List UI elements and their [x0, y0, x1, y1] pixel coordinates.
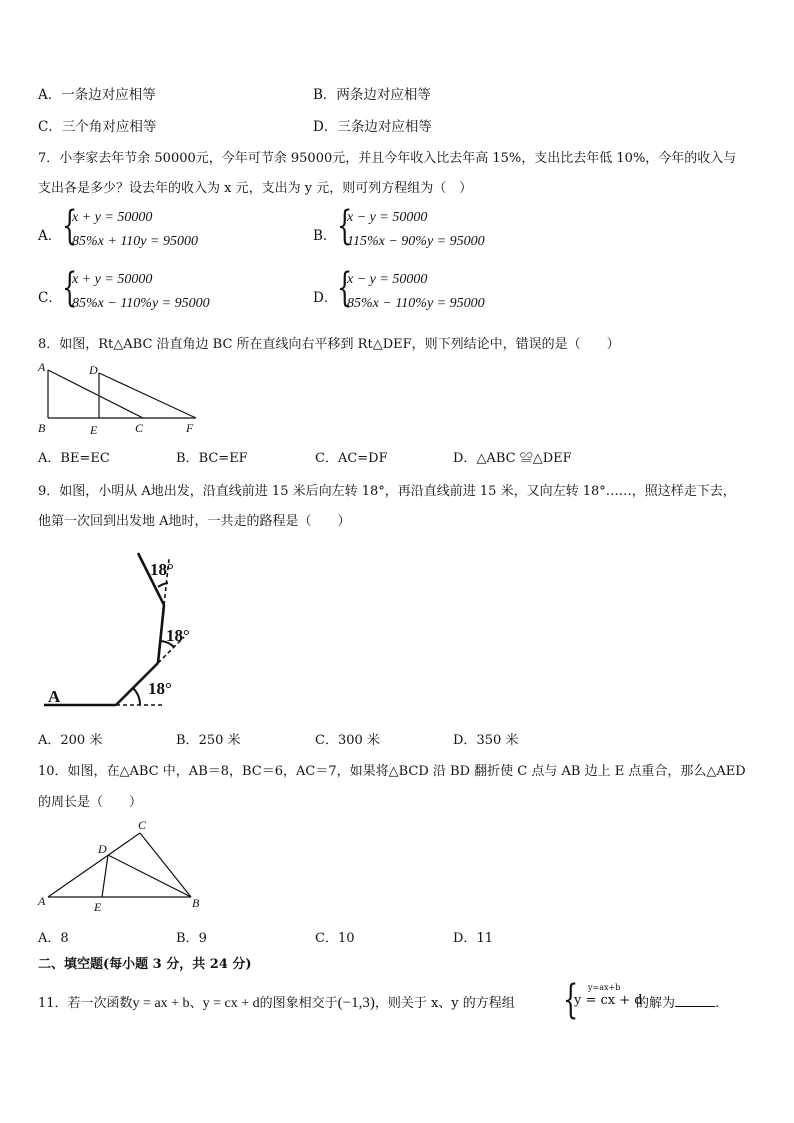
function-1: y = ax + b — [132, 996, 190, 1011]
angle-label-2: 18° — [166, 626, 190, 645]
q7-stem-line1: 7．小李家去年节余 50000元，今年可节余 95000元，并且今年收入比去年高 15%，支出比去年低 10%，今年的收入与 — [38, 151, 737, 166]
left-brace-icon: { — [337, 265, 353, 311]
angle-label-3: 18° — [150, 560, 174, 579]
q7-option-c-label: C． — [38, 290, 62, 306]
q10-option-c — [315, 927, 355, 946]
angle-arc-3 — [158, 583, 168, 587]
option-text: 250 米 — [198, 733, 241, 748]
equation: x − y = 50000 — [347, 272, 428, 287]
q11-prefix: 11．若一次函数 — [38, 996, 133, 1011]
label-c: C — [135, 421, 144, 435]
section-title: 二、填空题(每小题 3 分，共 24 分) — [38, 957, 252, 972]
system-eq2: y = cx + d — [574, 993, 643, 1008]
option-label: C． — [315, 451, 338, 466]
q7-option-b-label: B． — [313, 228, 337, 244]
option-label: C． — [38, 119, 62, 135]
option-label: A． — [38, 451, 61, 466]
q11-mid: 的图象相交于 — [259, 996, 338, 1011]
segment-ac — [48, 370, 143, 418]
option-label: B． — [313, 87, 337, 103]
label-e: E — [94, 900, 102, 914]
q9-option-b — [176, 729, 241, 748]
label-f: F — [186, 421, 194, 435]
option-label: B． — [176, 931, 199, 946]
option-label: A． — [38, 733, 61, 748]
q7-option-d-label: D． — [313, 290, 338, 306]
option-text: △ABC ≌△DEF — [476, 451, 572, 466]
label-a: A — [38, 360, 46, 374]
q9-stem-line1: 9．如图，小明从 A地出发，沿直线前进 15 米后向左转 18°，再沿直线前进 15 米，又向左转 18°……，照这样走下去， — [38, 484, 736, 499]
segment-de — [102, 855, 108, 897]
equation: x + y = 50000 — [72, 272, 153, 287]
answer-blank[interactable] — [675, 994, 715, 1007]
q10-option-d — [453, 927, 493, 946]
option-text: 9 — [198, 931, 207, 946]
segment-cb — [140, 833, 191, 897]
segment-ac — [48, 833, 140, 897]
label-e: E — [90, 423, 98, 437]
q8-option-a — [38, 447, 110, 466]
label-b: B — [192, 896, 200, 910]
option-label: D． — [313, 119, 338, 135]
option-text: BE=EC — [60, 451, 110, 466]
option-text: BC=EF — [198, 451, 248, 466]
equation: 85%x + 110y = 95000 — [72, 234, 198, 249]
option-label: A． — [38, 87, 62, 103]
option-label: D． — [453, 733, 477, 748]
option-text: 三条边对应相等 — [337, 119, 432, 135]
q10-option-b — [176, 927, 207, 946]
left-brace-icon: { — [563, 977, 579, 1023]
q6-option-c — [38, 115, 156, 135]
option-text: AC=DF — [337, 451, 388, 466]
q8-option-d — [453, 447, 572, 466]
angle-label-1: 18° — [148, 679, 172, 698]
option-text: 三个角对应相等 — [61, 119, 157, 135]
q8-stem: 8．如图，Rt△ABC 沿直角边 BC 所在直线向右平移到 Rt△DEF，则下列结论中，错误的是（ ） — [38, 337, 620, 352]
option-text: 10 — [337, 931, 355, 946]
q6-option-a — [38, 83, 156, 103]
q10-option-a — [38, 927, 69, 946]
option-label: A． — [38, 931, 61, 946]
q11-line — [38, 992, 515, 1012]
equation: x − y = 50000 — [347, 210, 428, 225]
label-a: A — [38, 894, 46, 908]
left-brace-icon: { — [62, 265, 78, 311]
q11-suffix: 的解为 — [636, 996, 676, 1011]
equation: x + y = 50000 — [72, 210, 153, 225]
start-point-label: A — [48, 687, 61, 706]
q11-mid2: ，则关于 x、y 的方程组 — [374, 996, 515, 1011]
q6-option-d — [313, 115, 432, 135]
function-2: y = cx + d — [202, 996, 260, 1011]
option-label: D． — [453, 931, 477, 946]
label-d: D — [98, 842, 107, 856]
option-text: 8 — [60, 931, 69, 946]
option-label: D． — [453, 451, 477, 466]
left-brace-icon: { — [337, 203, 353, 249]
label-c: C — [138, 818, 147, 832]
q9-stem-line2: 他第一次回到出发地 A地时，一共走的路程是（ ） — [38, 514, 351, 529]
q10-figure — [36, 815, 216, 915]
option-text: 一条边对应相等 — [61, 87, 156, 103]
system-eq1: y=ax+b — [588, 983, 621, 992]
q11-end: . — [715, 996, 720, 1011]
separator: 、 — [189, 996, 203, 1011]
option-label: C． — [315, 931, 338, 946]
q10-stem-line2: 的周长是（ ） — [38, 795, 143, 810]
equation: 115%x − 90%y = 95000 — [347, 234, 485, 249]
option-label: B． — [176, 451, 199, 466]
option-text: 350 米 — [476, 733, 519, 748]
q8-option-c — [315, 447, 388, 466]
option-text: 300 米 — [337, 733, 380, 748]
q9-option-d — [453, 729, 518, 748]
segment-db — [108, 855, 191, 897]
label-b: B — [38, 421, 46, 435]
q9-figure — [36, 545, 216, 715]
q9-option-c — [315, 729, 380, 748]
intersection-point: (−1,3) — [337, 995, 375, 1011]
option-text: 11 — [476, 931, 493, 946]
left-brace-icon: { — [62, 203, 78, 249]
equation: 85%x − 110%y = 95000 — [347, 296, 485, 311]
q11-tail — [636, 992, 719, 1011]
q9-option-a — [38, 729, 102, 748]
option-label: C． — [315, 733, 338, 748]
q7-option-a-label: A． — [38, 228, 62, 244]
path-segment-3 — [158, 605, 164, 663]
option-label: B． — [176, 733, 199, 748]
q6-option-b — [313, 83, 431, 103]
equation: 85%x − 110%y = 95000 — [72, 296, 210, 311]
q7-stem-line2: 支出各是多少？设去年的收入为 x 元，支出为 y 元，则可列方程组为（ ） — [38, 181, 473, 196]
option-text: 两条边对应相等 — [336, 87, 431, 103]
q8-figure — [36, 360, 206, 440]
angle-arc-1 — [133, 688, 140, 705]
option-text: 200 米 — [60, 733, 103, 748]
label-d: D — [89, 363, 98, 377]
q10-stem-line1: 10．如图，在△ABC 中，AB＝8，BC＝6，AC＝7，如果将△BCD 沿 BD 翻折使 C 点与 AB 边上 E 点重合，那么△AED — [38, 764, 746, 779]
q8-option-b — [176, 447, 248, 466]
segment-df — [99, 373, 196, 418]
